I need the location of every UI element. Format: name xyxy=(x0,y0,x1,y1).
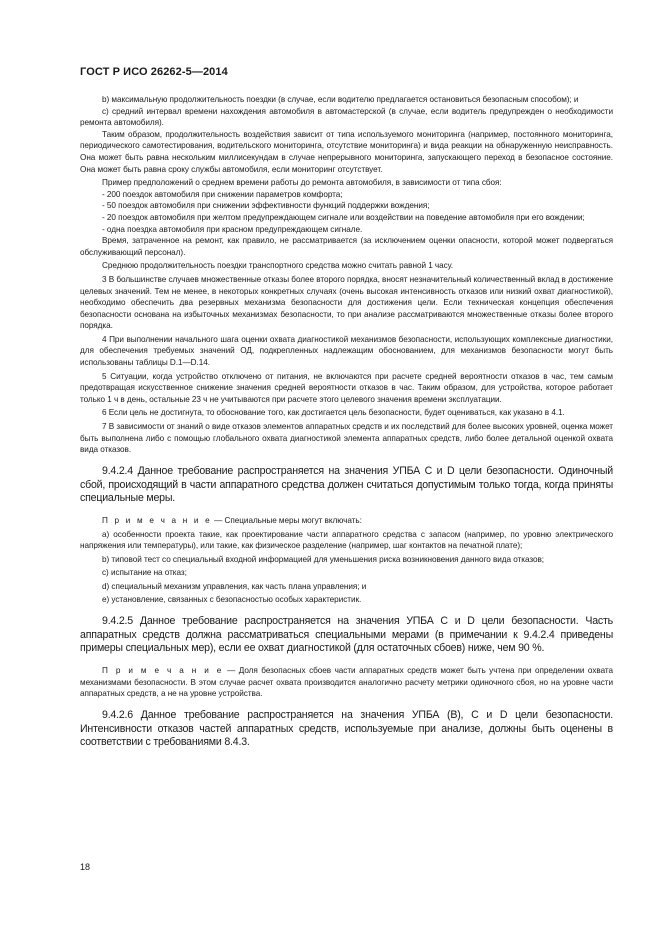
list-item-b: b) типовой тест со специальный входной информацией для уменьшения риска возникновения данного вида отказов; xyxy=(102,554,545,564)
note-5: 5 Ситуации, когда устройство отключено от питания, не включаются при расчете средней вероятности отказов в час, тем самым предотвращая искусственное снижение значения средней вероятности отказов в час. Таким образом, для устройства, которое работает только 1 ч в день, остальные 23 ч не учитываются при расчете этого целевого значения времени эксплуатации. xyxy=(80,371,613,404)
note-label: П р и м е ч а н и е xyxy=(102,666,224,676)
body-paragraph: Время, затраченное на ремонт, как правило, не рассматривается (за исключением оценки опасности, которой может подвергаться обслуживающий персонал). xyxy=(80,236,613,257)
clause-9-4-2-6: 9.4.2.6 Данное требование распространяется на значения УПБА (B), C и D цели безопасности. Интенсивности отказов частей аппаратных средств, используемые при анализе, должны быть оценены в соответствии с требованиями 8.4.3. xyxy=(80,708,613,749)
note-label: П р и м е ч а н и е xyxy=(102,515,212,525)
list-item-a: a) особенности проекта такие, как проектирование части аппаратного средства с запасом (например, по уровню электрического напряжения или температуры), или такие, как физическое разделение (например, шаг контактов на печатной плате); xyxy=(80,529,613,551)
body-paragraph: Таким образом, продолжительность воздействия зависит от типа используемого мониторинга (например, постоянного мониторинга, периодического самотестирования, водительского мониторинга, отсутствие мониторинга) и вида реакции на обнаруженную неисправность. Она может быть равна нескольким миллисекундам в случае непрерывного мониторинга, запускающего переход в безопасное состояние. Она может быть равна сроку службы автомобиля, если мониторинг отсутствует. xyxy=(80,129,613,174)
note-3: 3 В большинстве случаев множественные отказы более второго порядка, вносят незначительный количественный вклад в достижение целевых значений. Тем не менее, в некоторых конкретных случаях (очень высокая интенсивность отказов или низкий охват диагностикой), необходимо обеспечить два резервных механизма безопасности для достижения цели. Если техническая концепция обеспечения безопасности основана на избыточных механизмах безопасности, то при анализе рассматриваются множественные отказы более второго порядка. xyxy=(80,274,613,331)
page-number: 18 xyxy=(80,862,91,872)
note-7: 7 В зависимости от знаний о виде отказов элементов аппаратных средств и их последствий для более высоких уровней, оценка может быть выполнена либо с помощью глобального охвата диагностикой элемента аппаратных средств, либо более детальной оценкой охвата вида отказов. xyxy=(80,422,613,455)
dash-item: - 20 поездок автомобиля при желтом предупреждающем сигнале или воздействии на поведение автомобиля при его вождении; xyxy=(102,212,585,222)
dash-item: - 200 поездок автомобиля при снижении параметров комфорта; xyxy=(102,189,343,199)
note-4: 4 При выполнении начального шага оценки охвата диагностикой механизмов безопасности, использующих комплексные диагностики, для обеспечения требуемых значений ОД, подкрепленных надлежащим обоснованием, для механизмов безопасности могут быть использованы таблицы D.1—D.14. xyxy=(80,334,613,368)
dash-item: - 50 поездок автомобиля при снижении эффективности функций поддержки вождения; xyxy=(102,201,430,211)
example-intro: Пример предположений о среднем времени работы до ремонта автомобиля, в зависимости от типа сбоя: xyxy=(102,178,502,188)
list-item-c: c) испытание на отказ; xyxy=(102,568,187,578)
note-6: 6 Если цель не достигнута, то обоснование того, как достигается цель безопасности, будет оцениваться, как указано в 4.1. xyxy=(102,408,565,418)
dash-item: - одна поездка автомобиля при красном предупреждающем сигнале. xyxy=(102,224,363,234)
note-text: — Доля безопасных сбоев части аппаратных средств может быть учтена при определении охвата механизмами безопасности. В этом случае расчет охвата производится аналогично расчету метрики одиночного сбоя, но на уровне части аппаратных средств, а не на уровне устройства. xyxy=(80,666,614,699)
clause-9-4-2-4: 9.4.2.4 Данное требование распространяется на значения УПБА C и D цели безопасности. Одиночный сбой, происходящий в части аппаратного средства должен считаться допустимым только тогда, когда приняты специальные меры. xyxy=(80,464,613,505)
document-header: ГОСТ Р ИСО 26262-5—2014 xyxy=(80,66,228,78)
note-paragraph xyxy=(80,515,613,527)
list-item-b: b) максимальную продолжительность поездки (в случае, если водителю предлагается остановиться безопасным способом); и xyxy=(102,95,579,104)
list-item-c: c) средний интервал времени нахождения автомобиля в автомастерской (в случае, если водитель предупрежден о необходимости ремонта автомобиля). xyxy=(80,106,613,128)
note-text: — Специальные меры могут включать: xyxy=(214,515,362,525)
list-item-e: e) установление, связанных с безопасностью особых характеристик. xyxy=(102,595,362,605)
page-content xyxy=(80,94,613,750)
body-paragraph: Среднюю продолжительность поездки транспортного средства можно считать равной 1 часу. xyxy=(102,261,454,271)
list-item-d: d) специальный механизм управления, как часть плана управления; и xyxy=(102,581,367,591)
clause-9-4-2-5: 9.4.2.5 Данное требование распространяется на значения УПБА C и D цели безопасности. Часть аппаратных средств должна рассматриваться специальными мерами (в примечании к 9.4.2.4 приведены примеры специальных мер), если ее охват диагностикой (для остаточных сбоев) ниже, чем 90 %. xyxy=(80,615,613,655)
note-paragraph xyxy=(80,665,613,700)
